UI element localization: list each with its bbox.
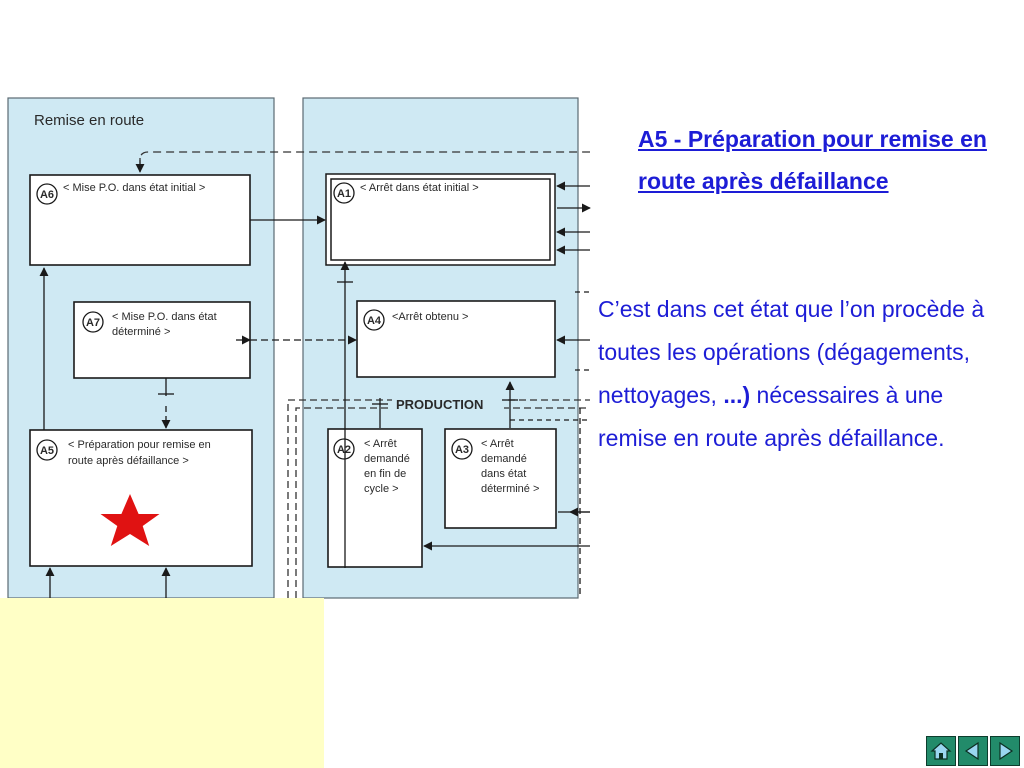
svg-text:A5: A5: [39, 445, 55, 457]
grafcet-diagram: [0, 0, 600, 600]
home-icon: [930, 740, 952, 762]
a3-text-3: dans état: [481, 468, 527, 480]
a3-text-2: demandé: [481, 453, 527, 465]
a3-text-4: déterminé >: [481, 483, 540, 495]
a6-text: < Mise P.O. dans état initial >: [63, 182, 206, 194]
svg-text:A3: A3: [454, 444, 470, 456]
slide-title: A5 - Préparation pour remise en route après défaillance: [638, 126, 987, 194]
tag-a3: [452, 439, 472, 459]
home-button[interactable]: [926, 736, 956, 766]
svg-text:A6: A6: [39, 189, 55, 201]
tag-a6: [37, 184, 57, 204]
a2-text-3: en fin de: [364, 468, 407, 480]
a2-text-1: < Arrêt: [364, 438, 397, 450]
tag-a2: [334, 439, 354, 459]
a2-text-4: cycle >: [364, 483, 399, 495]
previous-icon: [962, 740, 984, 762]
production-label: PRODUCTION: [396, 397, 484, 412]
description-part2: nécessaires à une remise en route après défaillance.: [598, 382, 945, 451]
previous-button[interactable]: [958, 736, 988, 766]
svg-text:A4: A4: [366, 315, 382, 327]
a5-text-1: < Préparation pour remise en: [68, 439, 211, 451]
svg-text:A1: A1: [336, 188, 352, 200]
a4-text: <Arrêt obtenu >: [392, 311, 469, 323]
a3-text-1: < Arrêt: [481, 438, 514, 450]
description-part1: C’est dans cet état que l’on procède à toutes les opérations (dégagements, nettoyages,: [598, 296, 985, 408]
yellow-block: [0, 598, 324, 768]
tag-a5: [37, 440, 57, 460]
description-ellipsis: ...): [723, 382, 751, 408]
next-icon: [994, 740, 1016, 762]
svg-text:A7: A7: [85, 317, 101, 329]
navigation-bar: [926, 736, 1020, 766]
tag-a4: [364, 310, 384, 330]
a2-text-2: demandé: [364, 453, 410, 465]
description-text: [598, 288, 1018, 460]
a7-text-1: < Mise P.O. dans état: [112, 311, 217, 323]
a5-text-2: route après défaillance >: [68, 455, 189, 467]
tag-a7: [83, 312, 103, 332]
a1-text: < Arrêt dans état initial >: [360, 182, 479, 194]
a7-text-2: déterminé >: [112, 326, 171, 338]
svg-text:A2: A2: [336, 444, 352, 456]
next-button[interactable]: [990, 736, 1020, 766]
tag-a1: [334, 183, 354, 203]
group-title: Remise en route: [34, 112, 145, 129]
